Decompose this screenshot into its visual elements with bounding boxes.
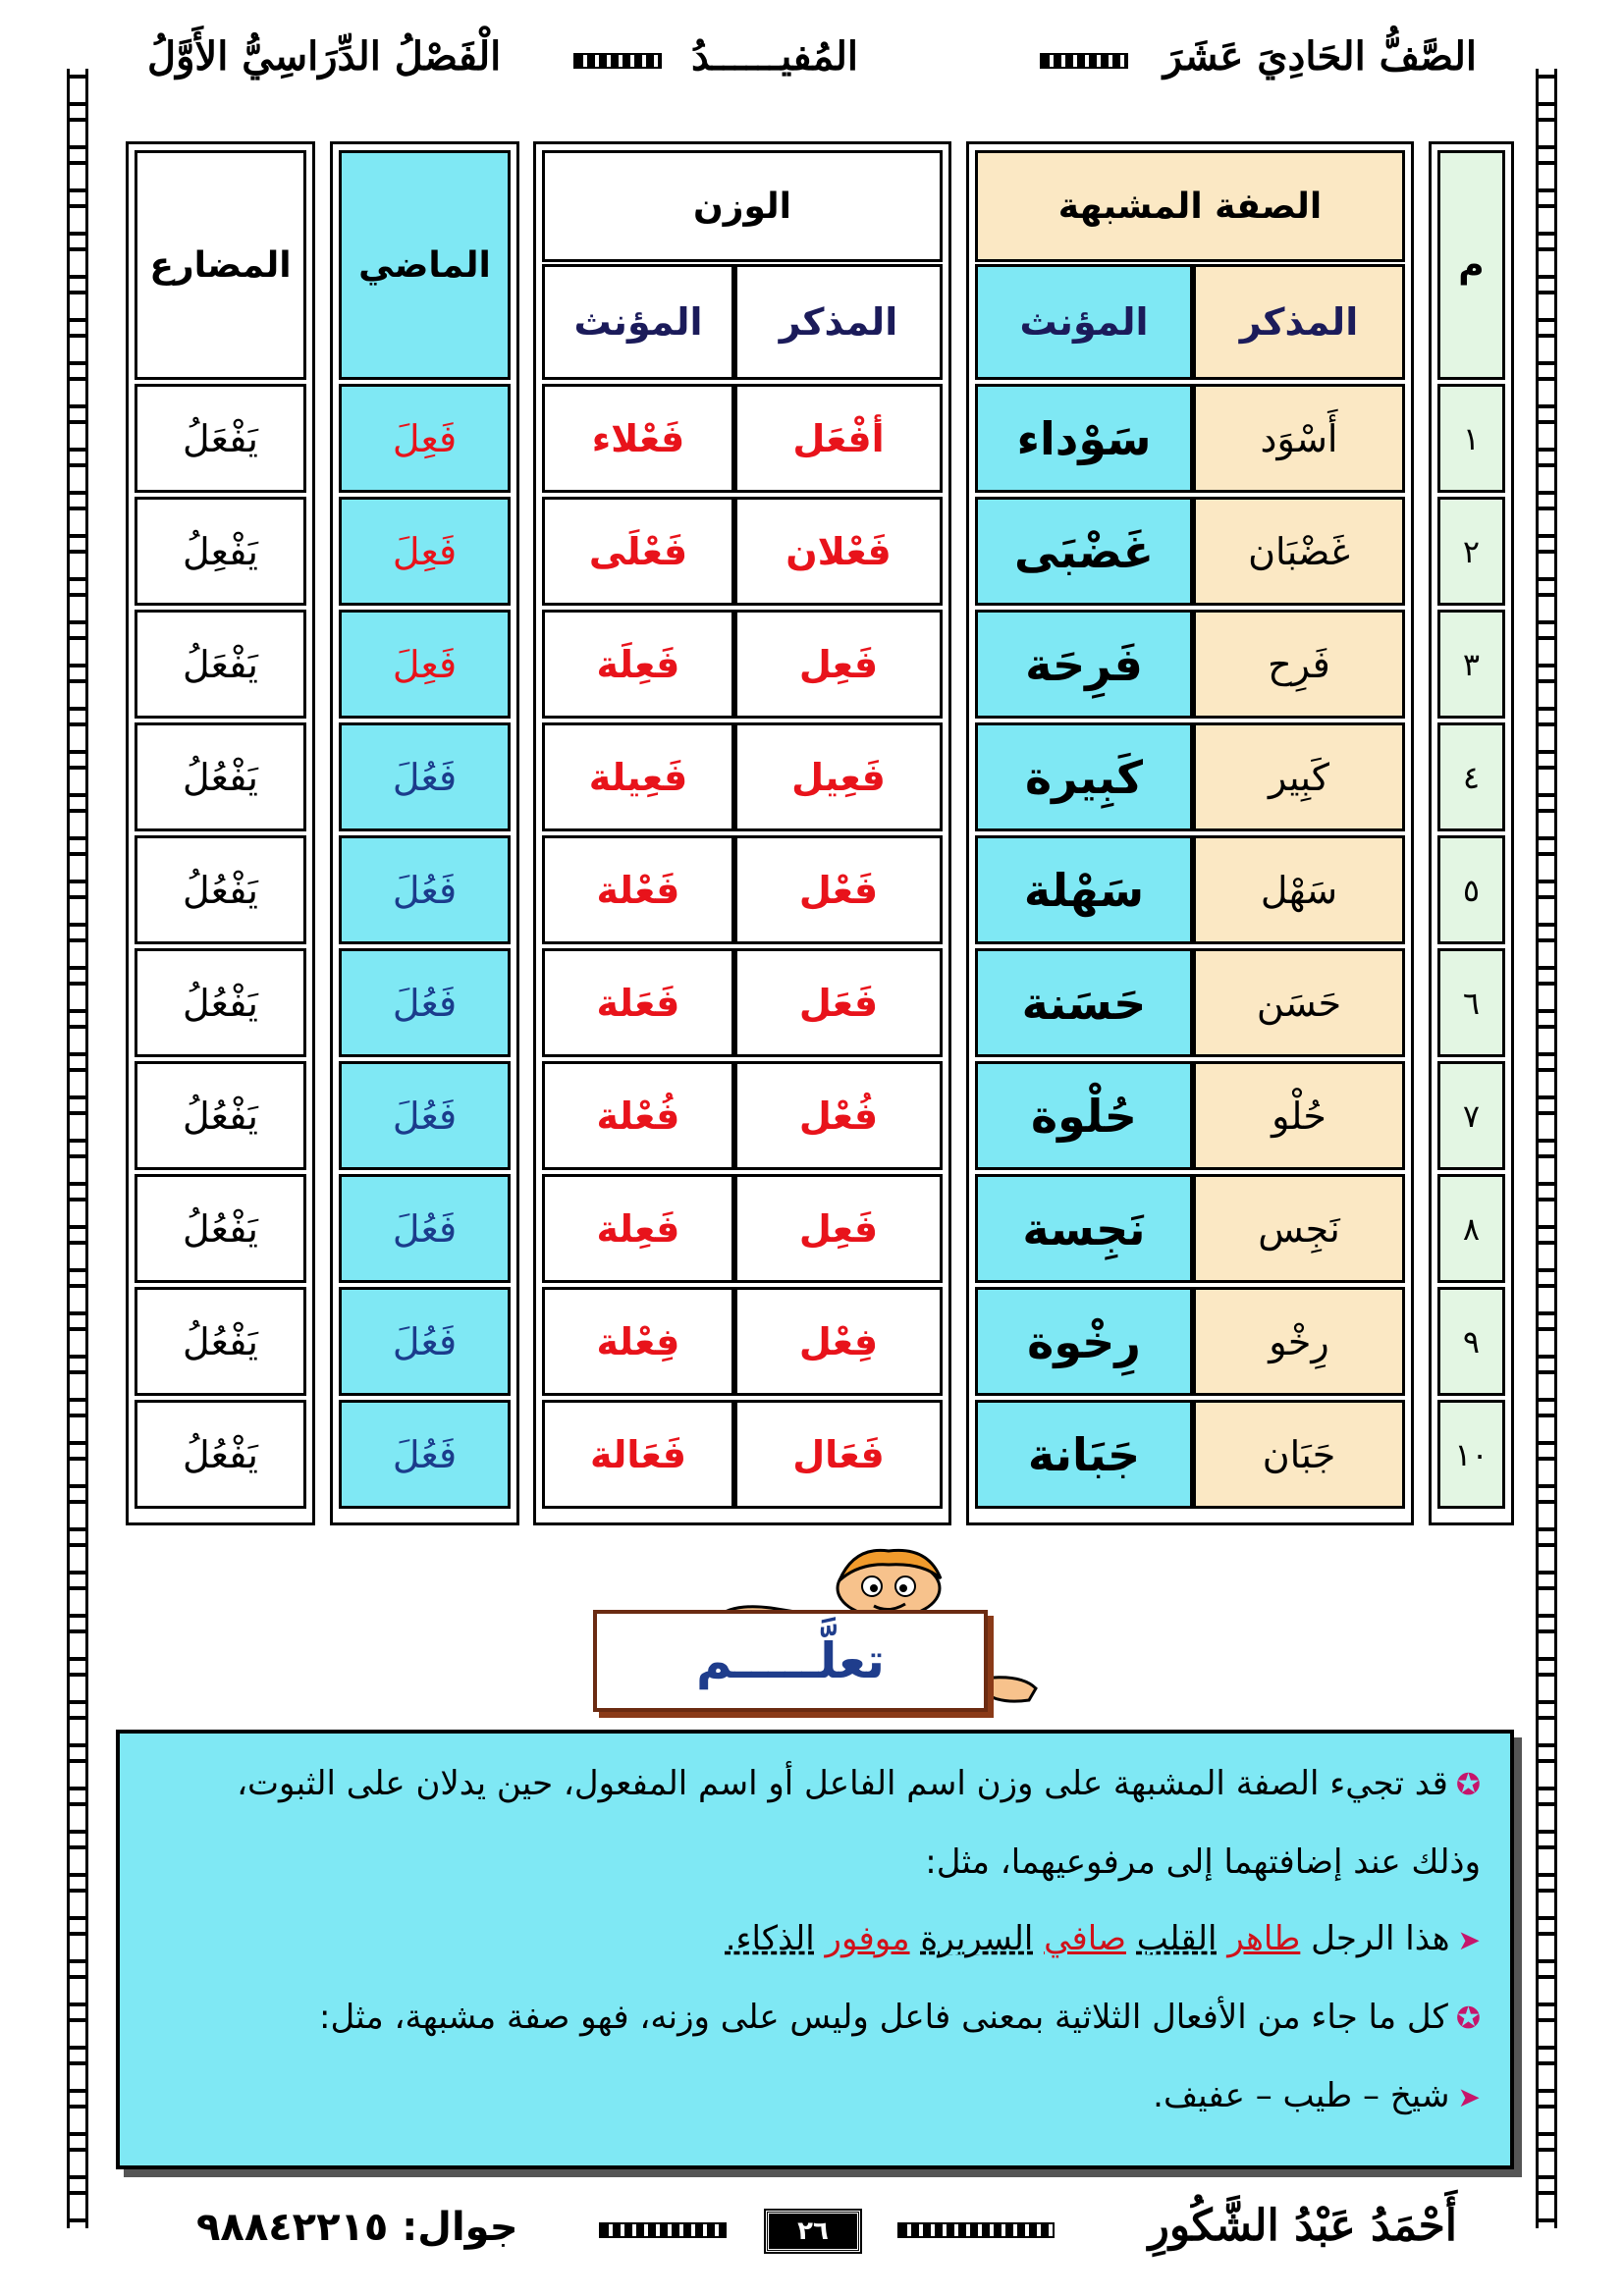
wazn-feminine-cell: فَعَالة <box>542 1400 734 1509</box>
adj-masculine-cell: حُلْو <box>1193 1061 1405 1170</box>
adj-masculine-cell: فَرِح <box>1193 610 1405 719</box>
present-cell: يَفْعُلُ <box>135 835 306 944</box>
term-title: الْفَصْلُ الدِّرَاسِيُّ الأَوَّلُ <box>147 33 502 80</box>
wazn-feminine-cell: فِعْلة <box>542 1287 734 1396</box>
adj-feminine-cell: غَضْبَى <box>975 497 1193 606</box>
adj-masc-header: المذكر <box>1193 264 1405 380</box>
adj-masculine-cell: حَسَن <box>1193 948 1405 1057</box>
row-number: ٢ <box>1437 497 1505 606</box>
present-cell: يَفْعُلُ <box>135 722 306 831</box>
flower-bullet-icon: ✪ <box>1455 2002 1481 2036</box>
wazn-masculine-cell: فِعْل <box>734 1287 943 1396</box>
wazn-masculine-cell: أفْعَل <box>734 384 943 493</box>
page-border-left <box>67 69 88 2228</box>
past-cell: فَعُلَ <box>339 1174 511 1283</box>
adj-masculine-cell: غَضْبَان <box>1193 497 1405 606</box>
present-header: المضارع <box>135 150 306 380</box>
wazn-masculine-cell: فَعِيل <box>734 722 943 831</box>
wazn-masculine-cell: فَعِل <box>734 1174 943 1283</box>
page-header <box>108 33 1516 92</box>
past-cell: فَعُلَ <box>339 722 511 831</box>
past-cell: فَعُلَ <box>339 948 511 1057</box>
arrow-bullet-icon: ➤ <box>1457 2081 1481 2113</box>
rule-2-text: كل ما جاء من الأفعال الثلاثية بمعنى فاعل وليس على وزنه، فهو صفة مشبهة، مثل: <box>319 1998 1448 2037</box>
adj-masculine-cell: سَهْل <box>1193 835 1405 944</box>
wazn-feminine-cell: فَعْلة <box>542 835 734 944</box>
adj-masculine-cell: كَبِير <box>1193 722 1405 831</box>
adjective-header: الصفة المشبهة <box>975 150 1405 262</box>
row-number: ١٠ <box>1437 1400 1505 1509</box>
present-cell: يَفْعَلُ <box>135 610 306 719</box>
wazn-feminine-cell: فَعَلة <box>542 948 734 1057</box>
present-cell: يَفْعُلُ <box>135 1061 306 1170</box>
past-cell: فَعِلَ <box>339 384 511 493</box>
wazn-masculine-cell: فَعَال <box>734 1400 943 1509</box>
wazn-masculine-cell: فَعْلان <box>734 497 943 606</box>
example-word: الذكاء. <box>725 1919 815 1958</box>
rules-box <box>116 1730 1514 2169</box>
page-number: ٢٦ <box>766 2211 860 2252</box>
wazn-table <box>533 141 951 1525</box>
present-cell: يَفْعُلُ <box>135 948 306 1057</box>
present-cell: يَفْعُلُ <box>135 1287 306 1396</box>
wazn-masc-header: المذكر <box>734 264 943 380</box>
past-cell: فَعُلَ <box>339 1061 511 1170</box>
present-cell: يَفْعُلُ <box>135 1400 306 1509</box>
row-number: ٧ <box>1437 1061 1505 1170</box>
wazn-masculine-cell: فَعِل <box>734 610 943 719</box>
wazn-feminine-cell: فَعِلَة <box>542 610 734 719</box>
header-ornament <box>573 53 662 69</box>
wazn-feminine-cell: فَعْلاء <box>542 384 734 493</box>
past-header: الماضي <box>339 150 511 380</box>
wazn-masculine-cell: فُعْل <box>734 1061 943 1170</box>
wazn-masculine-cell: فَعْل <box>734 835 943 944</box>
learn-label: تعلَّـــــم <box>695 1632 886 1689</box>
example-2-text: شيخ – طيب – عفيف. <box>1153 2076 1450 2115</box>
footer-ornament <box>599 2222 727 2238</box>
row-number: ٤ <box>1437 722 1505 831</box>
grade-title: الصَّفُّ الحَادِيَ عَشَرَ <box>1163 33 1477 80</box>
adjective-table <box>966 141 1414 1525</box>
wazn-masculine-cell: فَعَل <box>734 948 943 1057</box>
cartoon-boy-icon <box>815 1541 962 1620</box>
page-footer <box>108 2195 1516 2264</box>
row-number: ٨ <box>1437 1174 1505 1283</box>
adj-feminine-cell: سَوْداء <box>975 384 1193 493</box>
page-border-right <box>1536 69 1557 2228</box>
wazn-fem-header: المؤنث <box>542 264 734 380</box>
adj-masculine-cell: جَبَان <box>1193 1400 1405 1509</box>
flower-bullet-icon: ✪ <box>1455 1768 1481 1802</box>
adj-masculine-cell: رِخْو <box>1193 1287 1405 1396</box>
present-table <box>126 141 315 1525</box>
wazn-header: الوزن <box>542 150 943 262</box>
wazn-feminine-cell: فَعِلة <box>542 1174 734 1283</box>
wazn-feminine-cell: فُعْلة <box>542 1061 734 1170</box>
wazn-feminine-cell: فَعِيلة <box>542 722 734 831</box>
header-ornament <box>1040 53 1128 69</box>
example-word: موفور <box>825 1919 910 1958</box>
past-cell: فَعِلَ <box>339 610 511 719</box>
adj-feminine-cell: كَبِيرة <box>975 722 1193 831</box>
footer-ornament <box>897 2222 1055 2238</box>
adj-masculine-cell: نَجِس <box>1193 1174 1405 1283</box>
adj-feminine-cell: حَسَنة <box>975 948 1193 1057</box>
present-cell: يَفْعِلُ <box>135 497 306 606</box>
past-cell: فَعُلَ <box>339 1287 511 1396</box>
arrow-bullet-icon: ➤ <box>1457 1924 1481 1956</box>
wazn-feminine-cell: فَعْلَى <box>542 497 734 606</box>
adj-feminine-cell: رِخْوة <box>975 1287 1193 1396</box>
adj-feminine-cell: سَهْلة <box>975 835 1193 944</box>
adj-feminine-cell: نَجِسة <box>975 1174 1193 1283</box>
num-header: م <box>1437 150 1505 380</box>
example-word: صافي <box>1044 1919 1126 1958</box>
number-column <box>1429 141 1514 1525</box>
adj-fem-header: المؤنث <box>975 264 1193 380</box>
past-cell: فَعُلَ <box>339 1400 511 1509</box>
row-number: ٥ <box>1437 835 1505 944</box>
adj-masculine-cell: أَسْوَد <box>1193 384 1405 493</box>
example-word: طاهر <box>1227 1919 1301 1958</box>
past-cell: فَعِلَ <box>339 497 511 606</box>
example-1-lead: هذا الرجل <box>1311 1919 1450 1958</box>
example-word: القلب <box>1136 1919 1218 1958</box>
learn-sign <box>593 1610 988 1712</box>
row-number: ٣ <box>1437 610 1505 719</box>
phone-number: جوال: ٩٨٨٤٢٢١٥ <box>196 2205 518 2250</box>
adj-feminine-cell: فَرِحَة <box>975 610 1193 719</box>
rule-1-cont <box>149 1824 1481 1900</box>
book-title: المُفيــــــدُ <box>690 33 858 80</box>
adj-feminine-cell: حُلْوة <box>975 1061 1193 1170</box>
row-number: ٩ <box>1437 1287 1505 1396</box>
present-cell: يَفْعُلُ <box>135 1174 306 1283</box>
adj-feminine-cell: جَبَانة <box>975 1400 1193 1509</box>
rule-1-text: قد تجيء الصفة المشبهة على وزن اسم الفاعل أو اسم المفعول، حين يدلان على الثبوت، <box>237 1764 1448 1803</box>
author-name: أَحْمَدُ عَبْدُ الشَّكُورِ <box>1148 2201 1457 2251</box>
rule-1 <box>149 1745 1481 1824</box>
rule-2 <box>149 1979 1481 2057</box>
example-word: السريرة <box>920 1919 1034 1958</box>
present-cell: يَفْعَلُ <box>135 384 306 493</box>
rule-1-cont-text: وذلك عند إضافتهما إلى مرفوعيهما، مثل: <box>925 1842 1481 1882</box>
past-table <box>330 141 519 1525</box>
row-number: ٦ <box>1437 948 1505 1057</box>
example-2 <box>149 2057 1481 2136</box>
past-cell: فَعُلَ <box>339 835 511 944</box>
row-number: ١ <box>1437 384 1505 493</box>
example-1 <box>149 1900 1481 1979</box>
